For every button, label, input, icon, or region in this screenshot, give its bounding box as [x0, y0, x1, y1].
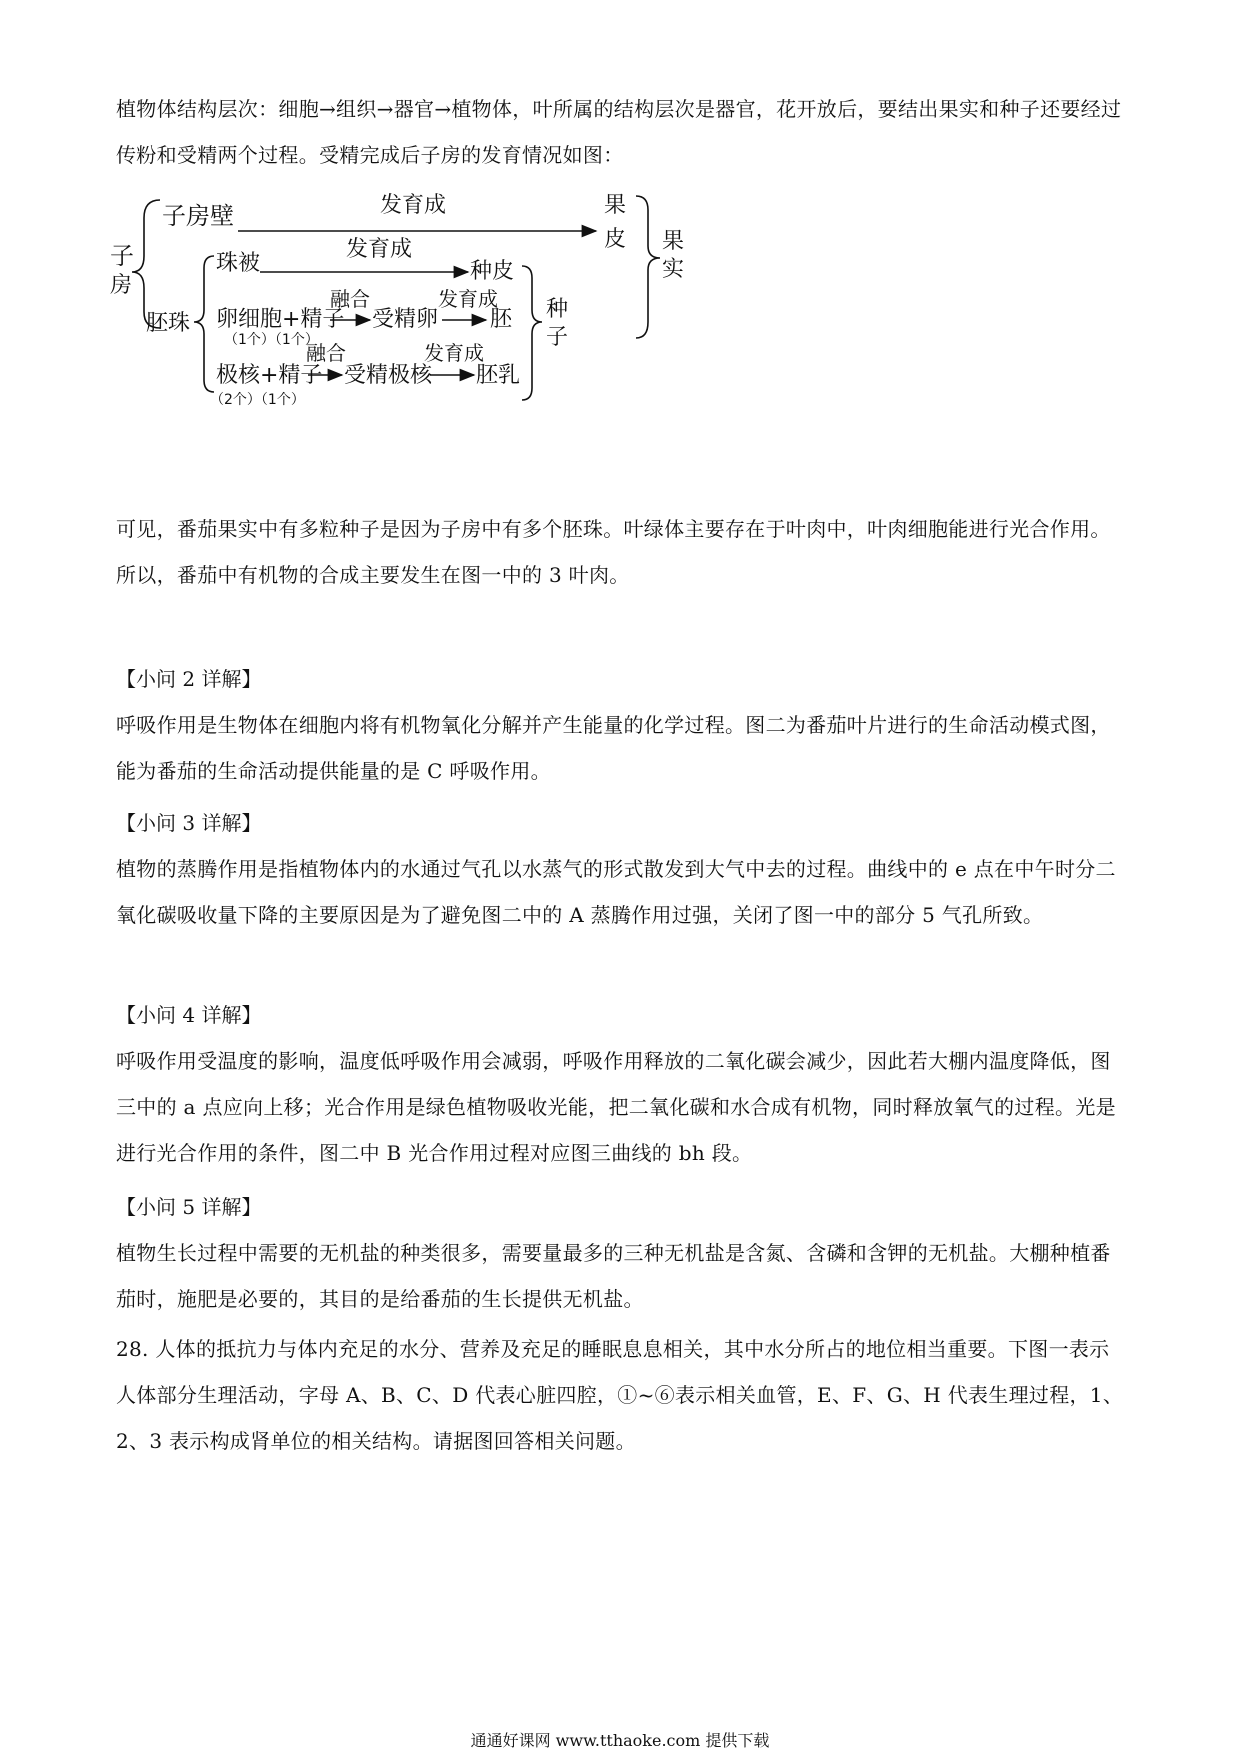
label-zhongzi-2: 子 — [546, 325, 569, 350]
label-fayucheng-4: 发育成 — [424, 341, 484, 365]
paragraph-question-28: 28. 人体的抵抗力与体内充足的水分、营养及充足的睡眠息息相关，其中水分所占的地位相当重要。下图一表示人体部分生理活动，字母 A、B、C、D 代表心脏四腔，①~⑥表示相关血管，E、F、G、H 代表生理过程，1、2、3 表示构成肾单位的相关结构。请据图回答相关问题。 — [116, 1337, 1124, 1453]
label-pei: 胚 — [490, 307, 513, 332]
paragraph-transpiration: 植物的蒸腾作用是指植物体内的水通过气孔以水蒸气的形式散发到大气中去的过程。曲线中的 e 点在中午时分二氧化碳吸收量下降的主要原因是为了避免图二中的 A 蒸腾作用过强，关闭了图一中的部分 5 气孔所致。 — [116, 857, 1116, 927]
label-zhubei: 珠被 — [216, 251, 261, 276]
brace-left-ovary — [132, 200, 160, 328]
brace-left-ovule — [194, 256, 214, 392]
label-count-1a: （1个）（1个） — [224, 332, 319, 348]
label-ronghe-2: 融合 — [306, 341, 346, 365]
label-peiru: 胚乳 — [476, 363, 521, 388]
label-fayucheng-2: 发育成 — [346, 237, 413, 262]
paragraph-temperature-light: 呼吸作用受温度的影响，温度低呼吸作用会减弱，呼吸作用释放的二氧化碳会减少，因此若大棚内温度降低，图三中的 a 点应向上移；光合作用是绿色植物吸收光能，把二氧化碳和水合成有机物，同时释放氧气的过程。光是进行光合作用的条件，图二中 B 光合作用过程对应图三曲线的 bh 段。 — [116, 1049, 1116, 1165]
label-zifangbi: 子房壁 — [162, 202, 234, 230]
brace-right-fruit — [636, 196, 660, 338]
paragraph-structure-levels: 植物体结构层次：细胞→组织→器官→植物体，叶所属的结构层次是器官，花开放后，要结出果实和种子还要经过传粉和受精两个过程。受精完成后子房的发育情况如图： — [116, 97, 1122, 167]
label-zhongpi: 种皮 — [470, 259, 515, 284]
paragraph-minerals: 植物生长过程中需要的无机盐的种类很多，需要量最多的三种无机盐是含氮、含磷和含钾的无机盐。大棚种植番茄时，施肥是必要的，其目的是给番茄的生长提供无机盐。 — [116, 1241, 1111, 1311]
heading-question-4: 【小问 4 详解】 — [116, 1003, 262, 1027]
label-fayucheng-3: 发育成 — [438, 287, 498, 311]
heading-question-3: 【小问 3 详解】 — [116, 811, 262, 835]
label-shoujingjihe: 受精极核 — [344, 363, 433, 388]
label-count-2: （2个）（1个） — [210, 392, 305, 408]
label-zhongzi-1: 种 — [546, 297, 569, 322]
label-peizhu: 胚珠 — [146, 311, 191, 336]
label-fayucheng-1: 发育成 — [380, 193, 447, 218]
heading-question-5: 【小问 5 详解】 — [116, 1195, 262, 1219]
brace-right-seed — [522, 266, 542, 400]
label-guopi-1: 果 — [604, 193, 627, 218]
label-zifang-2: 房 — [110, 273, 133, 298]
paragraph-seeds-photosynthesis: 可见，番茄果实中有多粒种子是因为子房中有多个胚珠。叶绿体主要存在于叶肉中，叶肉细胞能进行光合作用。所以，番茄中有机物的合成主要发生在图一中的 3 叶肉。 — [116, 517, 1111, 587]
heading-question-2: 【小问 2 详解】 — [116, 667, 262, 691]
ovary-development-diagram — [108, 192, 708, 462]
label-guopi-2: 皮 — [604, 227, 627, 252]
label-guoshi-2: 实 — [662, 257, 685, 282]
label-guoshi-1: 果 — [662, 229, 685, 254]
label-zifang-1: 子 — [110, 242, 134, 270]
paragraph-respiration: 呼吸作用是生物体在细胞内将有机物氧化分解并产生能量的化学过程。图二为番茄叶片进行的生命活动模式图，能为番茄的生命活动提供能量的是 C 呼吸作用。 — [116, 713, 1111, 783]
page-footer: 通通好课网 www.tthaoke.com 提供下载 — [470, 1731, 770, 1750]
label-shoujingluan: 受精卵 — [372, 307, 439, 332]
label-jihe: 极核+精子 — [216, 363, 323, 388]
label-ronghe-1: 融合 — [330, 287, 370, 311]
label-luanxibao: 卵细胞+精子 — [216, 307, 345, 332]
